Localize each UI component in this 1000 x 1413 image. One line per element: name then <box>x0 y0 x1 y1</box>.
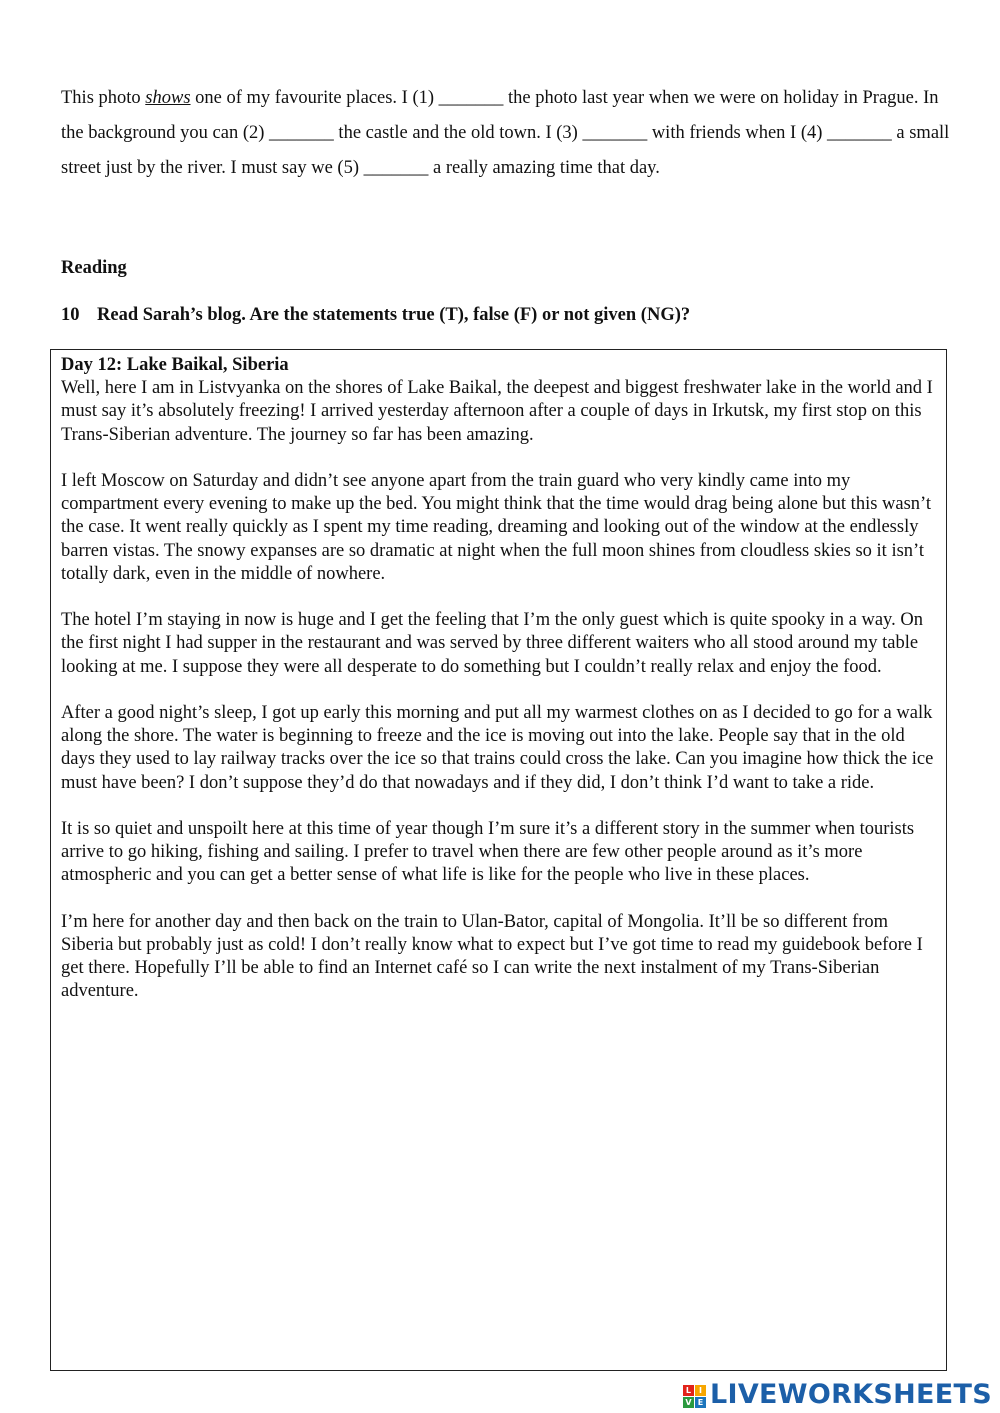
brand-name: LIVEWORKSHEETS <box>709 1378 992 1410</box>
cloze-text-rest: one of my favourite places. I (1) _______ the photo last year when we were on holiday in Prague. In the background you can (2) _______ the castle and the old town. I (3) _______ with friends when I (4) _______ a small street just by the river. I must say we (5) _______ a really amazing time that day. <box>61 88 950 178</box>
blog-paragraph: I left Moscow on Saturday and didn’t see anyone apart from the train guard who very kindly came into my compartment every evening to make up the bed. You might think that the time would drag being alone but this wasn’t the case. It went really quickly as I spent my time reading, dreaming and looking out of the window at the endlessly barren vistas. The snowy expanses are so dramatic at night when the full moon shines from cloudless skies so it isn’t totally dark, even in the middle of nowhere. <box>61 471 932 584</box>
blog-paragraph: Well, here I am in Listvyanka on the shores of Lake Baikal, the deepest and biggest freshwater lake in the world and I must say it’s absolutely freezing! I arrived yesterday afternoon after a couple of days in Irkutsk, my first stop on this Trans-Siberian adventure. The journey so far has been amazing. <box>61 378 933 445</box>
logo-letter: E <box>695 1397 706 1408</box>
task-instruction <box>61 303 690 327</box>
logo-letter: V <box>683 1397 694 1408</box>
logo-letter: I <box>695 1385 706 1396</box>
blog-title: Day 12: Lake Baikal, Siberia <box>61 355 289 375</box>
example-word: shows <box>145 88 191 108</box>
liveworksheets-logo-icon <box>683 1385 706 1408</box>
cloze-paragraph <box>61 81 951 186</box>
cloze-exercise <box>61 81 951 186</box>
section-heading: Reading <box>61 258 127 278</box>
blog-paragraph: After a good night’s sleep, I got up early this morning and put all my warmest clothes on as I decided to go for a walk along the shore. The water is beginning to freeze and the ice is moving out into the lake. People say that in the old days they used to lay railway tracks over the ice so that trains could cross the lake. Can you imagine how thick the ice must have been? I don’t suppose they’d do that nowadays and if they did, I don’t think I’d want to take a ride. <box>61 703 934 793</box>
logo-letter: L <box>683 1385 694 1396</box>
blog-paragraph: It is so quiet and unspoilt here at this time of year though I’m sure it’s a different story in the summer when tourists arrive to go hiking, fishing and sailing. I prefer to travel when there are few other people around as it’s more atmospheric and you can get a better sense of what life is like for the people who live in these places. <box>61 819 915 886</box>
liveworksheets-logo[interactable] <box>683 1376 992 1412</box>
task-text: Read Sarah’s blog. Are the statements true (T), false (F) or not given (NG)? <box>97 305 691 325</box>
blog-paragraph: I’m here for another day and then back on the train to Ulan-Bator, capital of Mongolia. It’ll be so different from Siberia but probably just as cold! I don’t really know what to expect but I’ve got time to read my guidebook before I get there. Hopefully I’ll be able to find an Internet café so I can write the next instalment of my Trans-Siberian adventure. <box>61 911 923 1002</box>
blog-text-box <box>50 349 947 1371</box>
cloze-text-start: This photo <box>61 88 146 108</box>
task-number: 10 <box>61 305 80 325</box>
blog-paragraph: The hotel I’m staying in now is huge and I get the feeling that I’m the only guest which is quite spooky in a way. On the first night I had supper in the restaurant and was served by three different waiters who all stood around my table looking at me. I suppose they were all desperate to do something but I couldn’t really relax and enjoy the food. <box>61 610 923 677</box>
